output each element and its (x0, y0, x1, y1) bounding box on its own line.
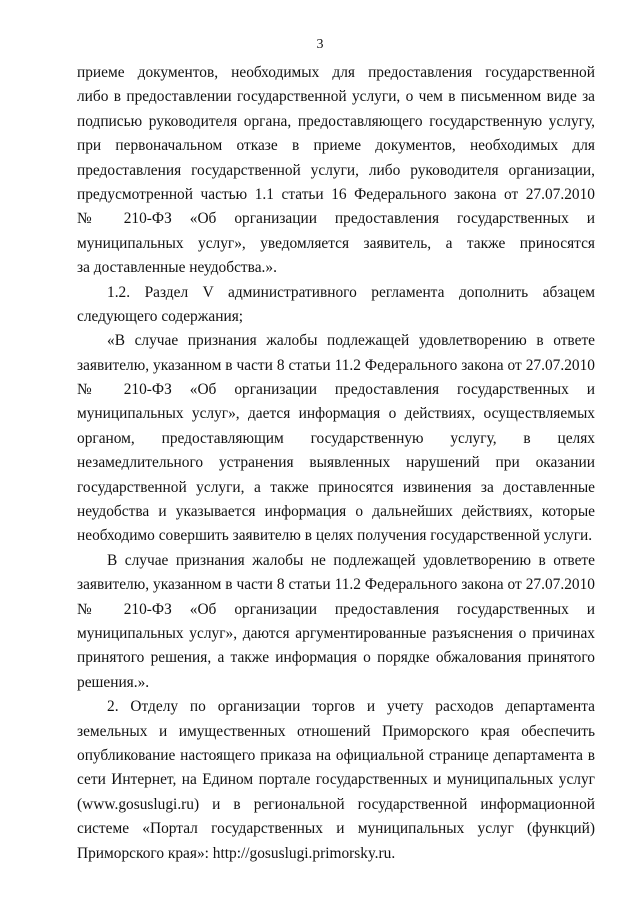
text-line: Приморского края»: http://gosuslugi.primorsky.ru. (77, 844, 396, 862)
text-line: сети Интернет, на Едином портале государственных и муниципальных услуг (77, 771, 595, 789)
text-line: необходимо совершить заявителю в целях получения государственной услуги. (77, 527, 593, 545)
text-line: следующего содержания; (77, 307, 244, 325)
text-line: подписью руководителя органа, предоставляющего государственную услугу, (77, 112, 595, 130)
text-line: 1.2. Раздел V административного регламента дополнить абзацем (107, 283, 595, 301)
text-line: опубликование настоящего приказа на официальной странице департамента в (77, 746, 595, 764)
text-line: системе «Портал государственных и муниципальных услуг (функций) (77, 820, 595, 838)
text-line: государственной услуги, а также приносятся извинения за доставленные (77, 478, 595, 496)
text-line: (www.gosuslugi.ru) и в региональной государственной информационной (77, 795, 595, 813)
text-line: В случае признания жалобы не подлежащей удовлетворению в ответе (107, 551, 595, 569)
text-line: муниципальных услуг», даются аргументированные разъяснения о причинах (77, 624, 595, 642)
text-line: заявителю, указанном в части 8 статьи 11.2 Федерального закона от 27.07.2010 (77, 576, 595, 594)
text-line: неудобства и указывается информация о дальнейших действиях, которые (77, 503, 595, 521)
text-line: принятого решения, а также информация о порядке обжалования принятого (77, 649, 595, 667)
text-line: предусмотренной частью 1.1 статьи 16 Федерального закона от 27.07.2010 (77, 185, 595, 203)
text-line: № 210-ФЗ «Об организации предоставления государственных и (77, 210, 595, 228)
text-line: предоставления государственной услуги, либо руководителя организации, (77, 161, 595, 179)
text-line: № 210-ФЗ «Об организации предоставления государственных и (77, 600, 595, 618)
text-line: решения.». (77, 673, 150, 691)
text-line: 2. Отделу по организации торгов и учету расходов департамента (107, 698, 595, 716)
text-line: заявителю, указанном в части 8 статьи 11.2 Федерального закона от 27.07.2010 (77, 356, 595, 374)
text-line: муниципальных услуг», уведомляется заявитель, а также приносятся (77, 234, 595, 252)
text-line: «В случае признания жалобы подлежащей удовлетворению в ответе (107, 332, 595, 350)
text-line: муниципальных услуг», дается информация о действиях, осуществляемых (77, 405, 595, 423)
text-line: незамедлительного устранения выявленных нарушений при оказании (77, 454, 595, 472)
text-line: органом, предоставляющим государственную услугу, в целях (77, 429, 595, 447)
text-line: земельных и имущественных отношений Приморского края обеспечить (77, 722, 595, 740)
text-line: приеме документов, необходимых для предоставления государственной (77, 64, 595, 81)
text-line: за доставленные неудобства.». (77, 259, 277, 277)
text-line: при первоначальном отказе в приеме документов, необходимых для (77, 137, 595, 155)
text-line: № 210-ФЗ «Об организации предоставления государственных и (77, 381, 595, 399)
page-number: 3 (316, 37, 324, 52)
document-body (77, 61, 595, 866)
text-line: либо в предоставлении государственной услуги, о чем в письменном виде за (77, 88, 595, 106)
